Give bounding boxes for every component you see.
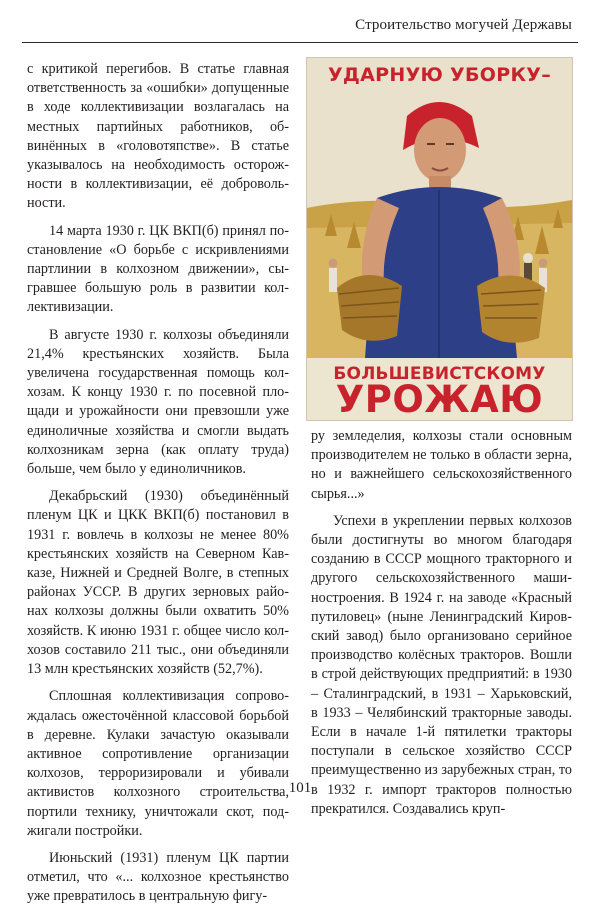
paragraph: Июньский (1931) пленум ЦК партии отметил, что «... колхозное крестьянство уже превратилось в центральную фигу- xyxy=(27,849,289,905)
right-text-column xyxy=(311,427,572,819)
paragraph: ру земледелия, колхозы стали основным производителем не только в области зерна, но и важнейшего сельскохозяйственного сырья...» xyxy=(311,428,572,502)
poster-bottom-slogan: УРОЖАЮ xyxy=(335,378,544,420)
page-header xyxy=(22,0,578,43)
page-number: 101 xyxy=(288,780,312,796)
paragraph: Сплошная коллективизация сопровождалась ожесточённой классовой борьбой в деревне. Кулаки зачастую оказывали активное сопротивление организации колхозов, терроризировали и убивали активистов колхозного строительства, портили технику, уничтожали скот, поджигали постройки. xyxy=(27,688,289,839)
paragraph: Успехи в укреплении первых колхозов были достигнуты во многом благодаря созданию в СССР мощного тракторного и другого сельскохозяйственного машиностроения. В 1924 г. на заводе «Красный путиловец» (ныне Ленинградский Кировский завод) было организовано серийное производство колёсных тракторов. Вошли в строй действующих предприятий: в 1930 – Сталинградский, в 1931 – Харьковский, в 1933 – Челябинский тракторные заводы. Если в начале 1-й пятилетки тракторы поступали в сельское хозяйство СССР преимущественно из зарубежных стран, то в 1932 г. импорт тракторов полностью прекратился. Создавались круп- xyxy=(311,512,572,817)
paragraph: 14 марта 1930 г. ЦК ВКП(б) принял постановление «О борьбе с искривлениями партлинии в колхозном движении», сыгравшее большую роль в развитии коллективизации. xyxy=(27,222,289,316)
poster-top-slogan: УДАРНУЮ УБОРКУ– xyxy=(327,64,552,86)
paragraph: с критикой перегибов. В статье главная ответственность за «ошибки» допущенные в ходе коллективизации возлагалась на местных партийных работников, обвинённых в «головотяпстве». В статье указывалось на необходимость осторожности в коллективизации, её добровольности. xyxy=(27,61,289,212)
harvest-poster-image xyxy=(307,58,572,420)
running-title: Строительство могучей Державы xyxy=(355,17,572,33)
poster-middle-slogan: БОЛЬШЕВИСТСКОМУ xyxy=(333,364,546,384)
paragraph: Декабрьский (1930) объединённый пленум ЦК и ЦКК ВКП(б) постановил в 1931 г. вовлечь в колхозы не менее 80% крестьянских хозяйств на Северном Кавказе, Нижней и Средней Волге, в степных районах УССР. В других зерновых районах колхозы должны были охватить 50% хозяйств. К июню 1931 г. общее число колхозов составило 211 тыс., они объединяли 13 млн крестьянских хозяйств (52,7%). xyxy=(27,488,289,678)
paragraph: В августе 1930 г. колхозы объединяли 21,4% крестьянских хозяйств. Была увеличена государственная помощь колхозам. К концу 1930 г. по посевной площади и урожайности они превзошли уже единоличные хозяйства и смогли выдать колхозникам зерна (как оплату труда) больше, чем было у единоличников. xyxy=(27,326,289,478)
